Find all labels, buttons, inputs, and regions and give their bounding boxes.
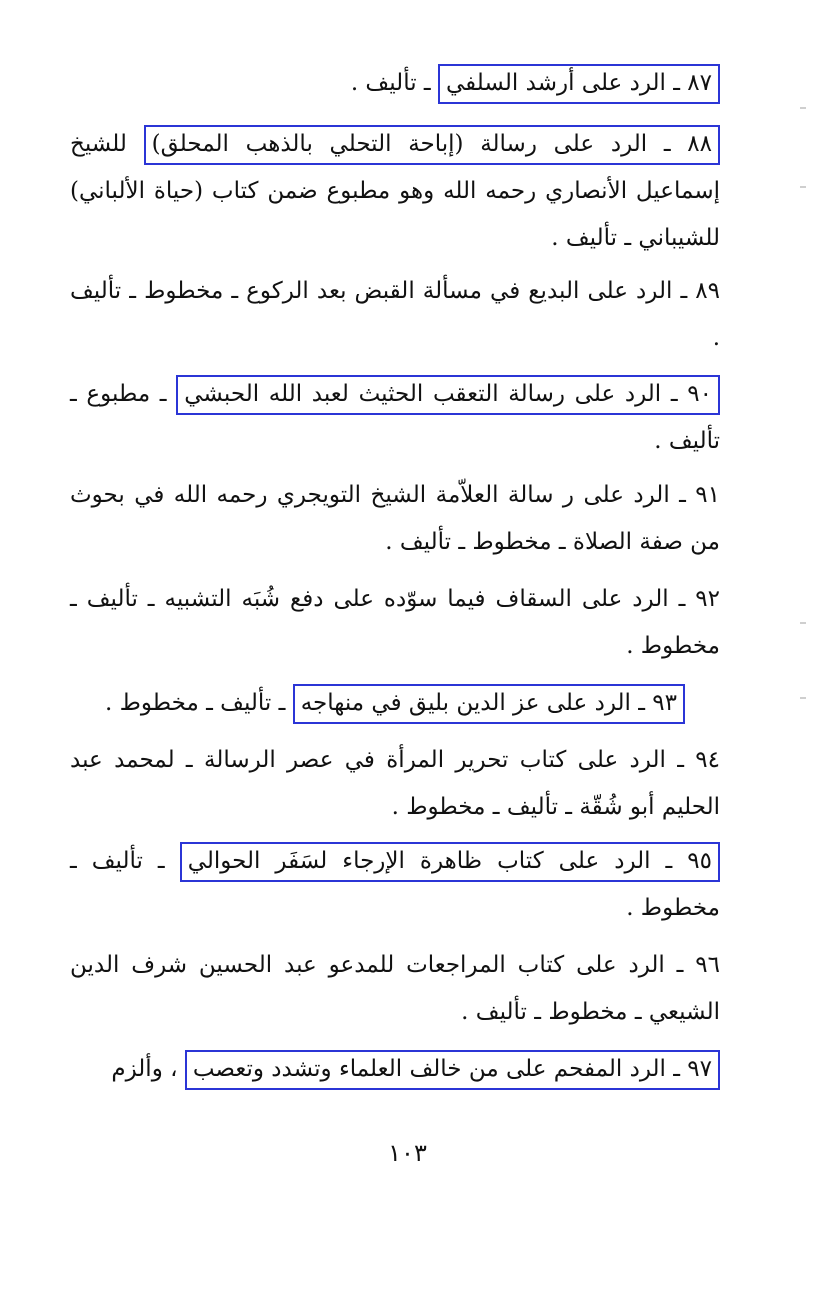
entry-87 xyxy=(70,60,720,107)
page-number: ١٠٣ xyxy=(388,1139,427,1167)
entry-97-rest: ، وألزم xyxy=(111,1056,178,1082)
entry-87-rest: ـ تأليف . xyxy=(350,70,431,96)
entry-91-text: ٩١ ـ الرد على ر سالة العلاّمة الشيخ التويجري رحمه الله في بحوث من صفة الصلاة ـ مخطوط ـ تأليف . xyxy=(70,482,720,555)
margin-mark xyxy=(800,622,806,624)
entry-97-title-highlight[interactable]: ٩٧ ـ الرد المفحم على من خالف العلماء وتشدد وتعصب xyxy=(185,1050,720,1090)
entry-88-rest: للشيخ إسماعيل الأنصاري رحمه الله وهو مطبوع ضمن كتاب (حياة الألباني) للشيباني ـ تأليف . xyxy=(70,131,720,251)
margin-mark xyxy=(800,186,806,188)
entry-95-rest: ـ تأليف ـ مخطوط . xyxy=(70,848,720,921)
entry-96-text: ٩٦ ـ الرد على كتاب المراجعات للمدعو عبد الحسين شرف الدين الشيعي ـ مخطوط ـ تأليف . xyxy=(70,952,720,1025)
entry-90-title-highlight[interactable]: ٩٠ ـ الرد على رسالة التعقب الحثيث لعبد الله الحبشي xyxy=(176,375,720,415)
entry-95-title-highlight[interactable]: ٩٥ ـ الرد على كتاب ظاهرة الإرجاء لسَفَر الحوالي xyxy=(180,842,720,882)
entry-94 xyxy=(70,737,720,831)
entry-93 xyxy=(70,680,720,727)
entry-87-title-highlight[interactable]: ٨٧ ـ الرد على أرشد السلفي xyxy=(438,64,720,104)
entry-89-text: ٨٩ ـ الرد على البديع في مسألة القبض بعد الركوع ـ مخطوط ـ تأليف . xyxy=(70,278,720,351)
entry-92-text: ٩٢ ـ الرد على السقاف فيما سوّده على دفع شُبَه التشبيه ـ تأليف ـ مخطوط . xyxy=(70,586,720,659)
margin-mark xyxy=(800,697,806,699)
entry-89 xyxy=(70,268,720,362)
entry-88-title-highlight[interactable]: ٨٨ ـ الرد على رسالة (إباحة التحلي بالذهب المحلق) xyxy=(144,125,720,165)
entry-91 xyxy=(70,472,720,566)
entry-90-rest: ـ مطبوع ـ تأليف . xyxy=(70,381,720,454)
entry-88 xyxy=(70,121,720,262)
entry-93-title-highlight[interactable]: ٩٣ ـ الرد على عز الدين بليق في منهاجه xyxy=(293,684,685,724)
entry-97 xyxy=(70,1046,720,1093)
entry-92 xyxy=(70,576,720,670)
margin-mark xyxy=(800,107,806,109)
entry-90 xyxy=(70,371,720,465)
entry-96 xyxy=(70,942,720,1036)
entry-95 xyxy=(70,838,720,932)
entry-93-rest: ـ تأليف ـ مخطوط . xyxy=(104,690,286,716)
entry-94-text: ٩٤ ـ الرد على كتاب تحرير المرأة في عصر الرسالة ـ لمحمد عبد الحليم أبو شُقّة ـ تأليف ـ مخطوط . xyxy=(70,747,720,820)
